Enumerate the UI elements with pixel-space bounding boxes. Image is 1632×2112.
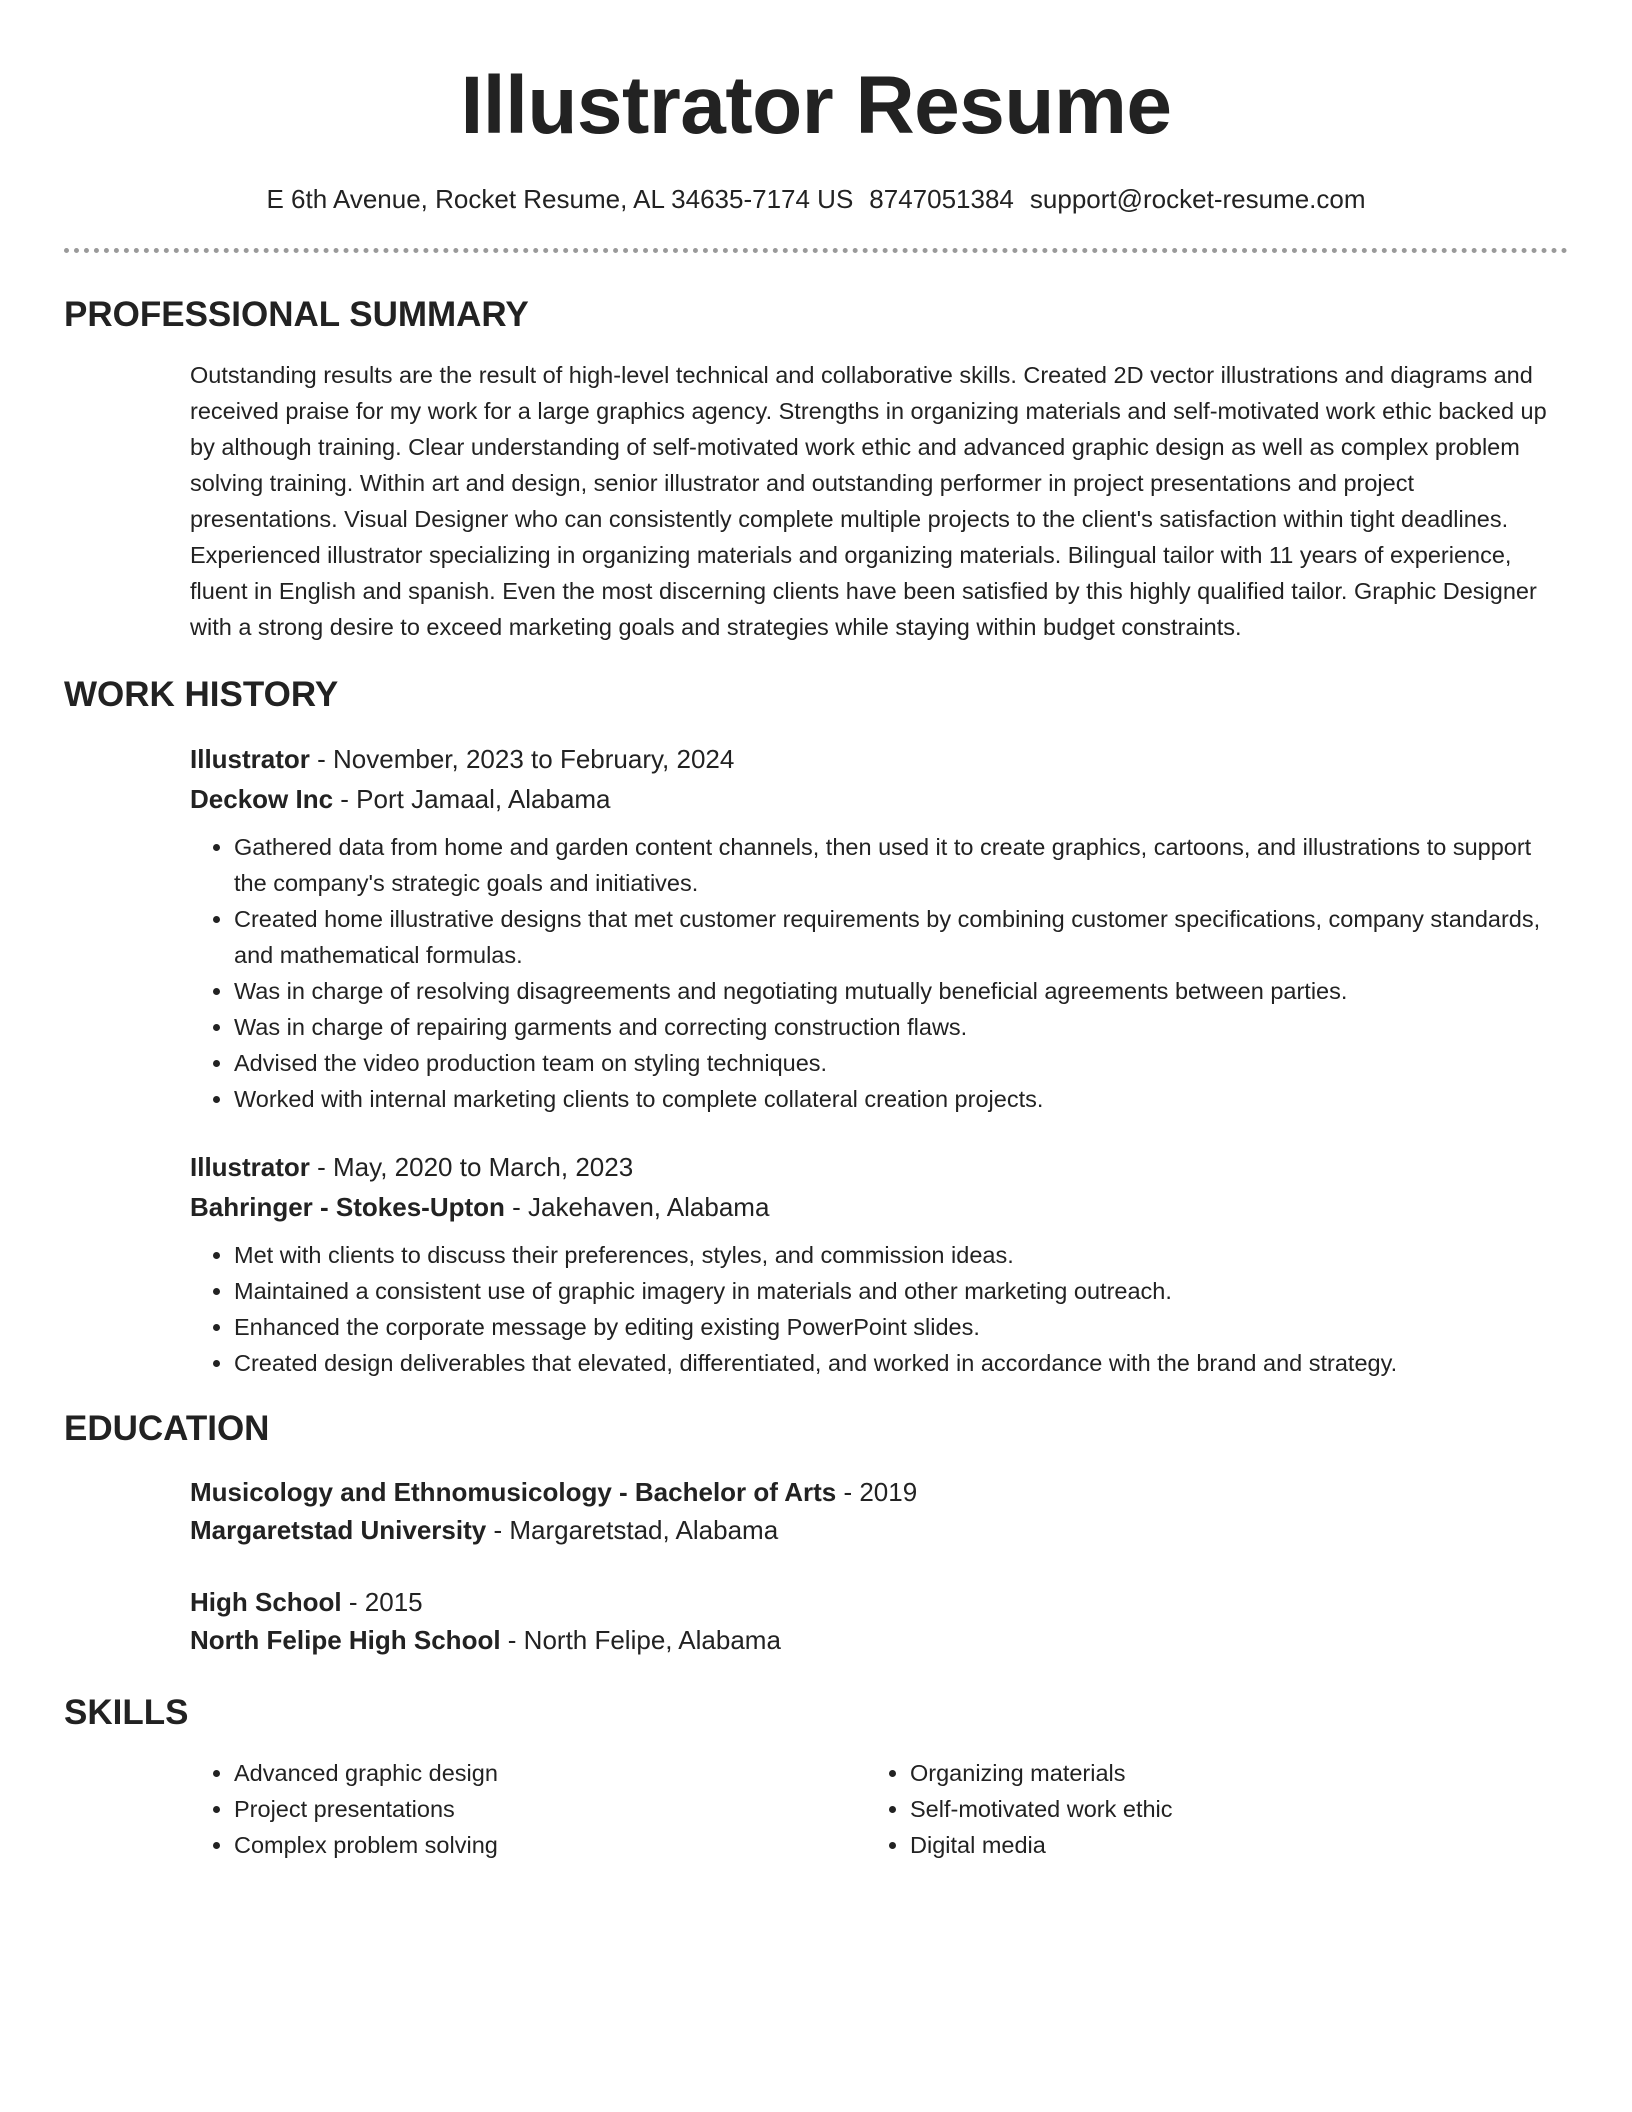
- job-company-line: [190, 779, 1568, 819]
- resume-title: Illustrator Resume: [460, 60, 1172, 151]
- job-company: Deckow Inc: [190, 784, 334, 814]
- education-degree: High School: [190, 1587, 342, 1617]
- skill-item: • Digital media: [910, 1827, 1542, 1863]
- job-entry: [190, 1147, 1568, 1381]
- job-title-line: [190, 739, 1568, 779]
- job-bullet: • Worked with internal marketing clients to complete collateral creation projects.: [234, 1081, 1568, 1117]
- job-title: Illustrator: [190, 1152, 310, 1182]
- job-bullet: • Was in charge of resolving disagreements and negotiating mutually beneficial agreements between parties.: [234, 973, 1568, 1009]
- education-school: North Felipe High School: [190, 1625, 501, 1655]
- job-bullet: • Created design deliverables that elevated, differentiated, and worked in accordance with the brand and strategy.: [234, 1345, 1568, 1381]
- job-company: Bahringer - Stokes-Upton: [190, 1192, 505, 1222]
- education-location: - North Felipe, Alabama: [500, 1625, 781, 1655]
- education-entry: [190, 1473, 1568, 1549]
- skill-item: • Project presentations: [234, 1791, 866, 1827]
- education-school-line: [190, 1621, 1568, 1659]
- resume-page: [64, 0, 1568, 1863]
- education-heading: EDUCATION: [64, 1409, 270, 1448]
- education-entry: [190, 1583, 1568, 1659]
- education-year: - 2019: [836, 1477, 918, 1507]
- summary-text: Outstanding results are the result of high-level technical and collaborative skills. Created 2D vector illustrations and diagrams and received praise for my work for a large graphics agency. Strengths in organizing materials and self-motivated work ethic backed up by although training. Clear understanding of self-motivated work ethic and advanced graphic design as well as complex problem solving training. Within art and design, senior illustrator and outstanding performer in project presentations and project presentations. Visual Designer who can consistently complete multiple projects to the client's satisfaction within tight deadlines. Experienced illustrator specializing in organizing materials and organizing materials. Bilingual tailor with 11 years of experience, fluent in English and spanish. Even the most discerning clients have been satisfied by this highly qualified tailor. Graphic Designer with a strong desire to exceed marketing goals and strategies while staying within budget constraints.: [190, 362, 1547, 640]
- contact-phone: 8747051384: [869, 184, 1014, 214]
- job-location: - Port Jamaal, Alabama: [333, 784, 611, 814]
- job-bullet: • Enhanced the corporate message by editing existing PowerPoint slides.: [234, 1309, 1568, 1345]
- education-year: - 2015: [341, 1587, 423, 1617]
- header-divider: [64, 248, 1568, 253]
- contact-line: [64, 182, 1568, 216]
- skill-item: • Self-motivated work ethic: [910, 1791, 1542, 1827]
- job-title: Illustrator: [190, 744, 310, 774]
- education-degree-line: [190, 1583, 1568, 1621]
- skills-list: [190, 1755, 1568, 1863]
- skill-item: • Organizing materials: [910, 1755, 1542, 1791]
- contact-address: E 6th Avenue, Rocket Resume, AL 34635-7174 US: [266, 184, 854, 214]
- job-company-line: [190, 1187, 1568, 1227]
- job-bullet: • Advised the video production team on styling techniques.: [234, 1045, 1568, 1081]
- education-location: - Margaretstad, Alabama: [486, 1515, 779, 1545]
- job-bullet: • Met with clients to discuss their preferences, styles, and commission ideas.: [234, 1237, 1568, 1273]
- job-dates: - November, 2023 to February, 2024: [309, 744, 735, 774]
- work-history-heading: WORK HISTORY: [64, 675, 339, 714]
- job-bullets: [190, 829, 1568, 1117]
- job-bullet: • Gathered data from home and garden content channels, then used it to create graphics, cartoons, and illustrations to support the company's strategic goals and initiatives.: [234, 829, 1568, 901]
- job-dates: - May, 2020 to March, 2023: [309, 1152, 634, 1182]
- education-school: Margaretstad University: [190, 1515, 487, 1545]
- skill-item: • Complex problem solving: [234, 1827, 866, 1863]
- job-bullet: • Created home illustrative designs that met customer requirements by combining customer specifications, company standards, and mathematical formulas.: [234, 901, 1568, 973]
- summary-heading: PROFESSIONAL SUMMARY: [64, 295, 529, 334]
- skill-item: • Advanced graphic design: [234, 1755, 866, 1791]
- job-bullets: [190, 1237, 1568, 1381]
- education-degree: Musicology and Ethnomusicology - Bachelor of Arts: [190, 1477, 837, 1507]
- skills-column-left: [190, 1755, 866, 1863]
- skills-heading: SKILLS: [64, 1693, 189, 1732]
- contact-email: support@rocket-resume.com: [1029, 184, 1366, 214]
- job-location: - Jakehaven, Alabama: [504, 1192, 770, 1222]
- skills-column-right: [866, 1755, 1542, 1863]
- job-bullet: • Was in charge of repairing garments and correcting construction flaws.: [234, 1009, 1568, 1045]
- job-bullet: • Maintained a consistent use of graphic imagery in materials and other marketing outreach.: [234, 1273, 1568, 1309]
- education-school-line: [190, 1511, 1568, 1549]
- education-degree-line: [190, 1473, 1568, 1511]
- job-entry: [190, 739, 1568, 1117]
- job-title-line: [190, 1147, 1568, 1187]
